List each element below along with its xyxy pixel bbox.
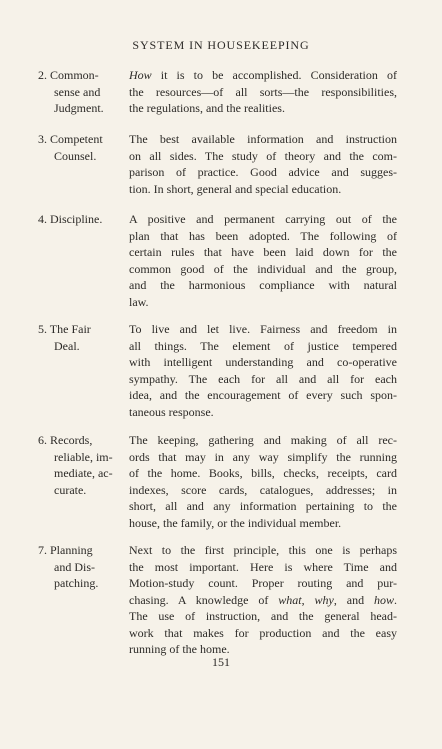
label-line: patching. [54, 576, 99, 590]
label-line: curate. [54, 482, 87, 497]
body-line: plan that has been adopted. The following of [129, 228, 397, 243]
body-line: on all sides. The study of theory and the com- [129, 148, 397, 163]
body-line: parison of practice. Good advice and sugges- [129, 165, 397, 179]
running-header: SYSTEM IN HOUSEKEEPING [132, 38, 310, 52]
body-line: Next to the first principle, this one is perhaps [129, 543, 397, 557]
body-line: A positive and permanent carrying out of the [129, 212, 397, 226]
body-line: The use of instruction, and the general head- [129, 609, 397, 623]
label-line: 6. Records, [38, 433, 93, 447]
body-line: ords that may in any way simplify the running [129, 449, 397, 464]
body-line-sep: , [301, 592, 315, 607]
body-line: with intelligent understanding and co-operative [129, 355, 397, 369]
body-line-rest: it is to be accomplished. Consideration of [151, 68, 397, 82]
entry-label [38, 432, 124, 498]
body-line: running of the home. [129, 642, 230, 656]
body-line: all things. The element of justice tempered [129, 338, 397, 353]
body-line: sympathy. The each for all and all for each [129, 371, 397, 386]
body-line: tion. In short, general and special education. [129, 181, 342, 196]
label-line: reliable, im- [54, 449, 113, 464]
label-line: 4. Discipline. [38, 212, 103, 226]
entry-body [129, 321, 397, 420]
emphasis-how: How [129, 68, 152, 82]
body-line: law. [129, 294, 149, 309]
entry-body [129, 211, 397, 310]
body-line [129, 592, 397, 609]
body-line: certain rules that have been laid down for the [129, 245, 397, 259]
body-line: The best available information and instruction [129, 132, 397, 146]
body-line: and the harmonious compliance with natural [129, 278, 397, 292]
entry-body [129, 67, 397, 117]
label-line: Deal. [54, 338, 80, 353]
body-line: the regulations, and the realities. [129, 101, 285, 115]
body-line: To live and let live. Fairness and freedom in [129, 322, 397, 336]
body-line: of the home. Books, bills, checks, receipts, card [129, 466, 397, 480]
label-line: 2. Common- [38, 68, 99, 82]
entry-label [38, 321, 124, 354]
body-line [129, 67, 397, 84]
entry-body [129, 131, 397, 197]
body-line: house, the family, or the individual member. [129, 515, 342, 530]
emphasis-why: why [314, 592, 334, 607]
body-line-sep: , and [333, 592, 374, 607]
body-line: common good of the individual and the group, [129, 261, 397, 276]
label-line: Judgment. [54, 101, 104, 115]
body-line: idea, and the encouragement of every such spon- [129, 388, 397, 402]
entry-label [38, 542, 124, 592]
entry-label [38, 67, 124, 117]
body-line: indexes, score cards, catalogues, addresses; in [129, 482, 397, 497]
entry-body [129, 542, 397, 658]
label-line: 3. Competent [38, 132, 103, 146]
body-line: The keeping, gathering and making of all rec- [129, 433, 397, 447]
page-number: 151 [212, 655, 230, 669]
entry-label [38, 211, 124, 228]
label-line: mediate, ac- [54, 466, 113, 480]
body-line: Motion-study count. Proper routing and pur- [129, 576, 397, 590]
body-line: short, all and any information pertaining to the [129, 499, 397, 513]
body-line: taneous response. [129, 404, 214, 419]
entry-label [38, 131, 124, 164]
label-line: and Dis- [54, 559, 95, 574]
label-line: sense and [54, 84, 101, 99]
body-line: the most important. Here is where Time and [129, 559, 397, 574]
body-line-end: . [394, 592, 398, 607]
emphasis-what: what [278, 592, 302, 607]
label-line: 5. The Fair [38, 322, 91, 336]
emphasis-how: how [374, 592, 395, 607]
entry-body [129, 432, 397, 531]
body-line-start: chasing. A knowledge of [129, 592, 279, 607]
body-line: work that makes for production and the easy [129, 625, 397, 640]
body-line: the resources—of all sorts—the responsibilities, [129, 84, 397, 99]
label-line: 7. Planning [38, 543, 93, 557]
label-line: Counsel. [54, 148, 97, 163]
